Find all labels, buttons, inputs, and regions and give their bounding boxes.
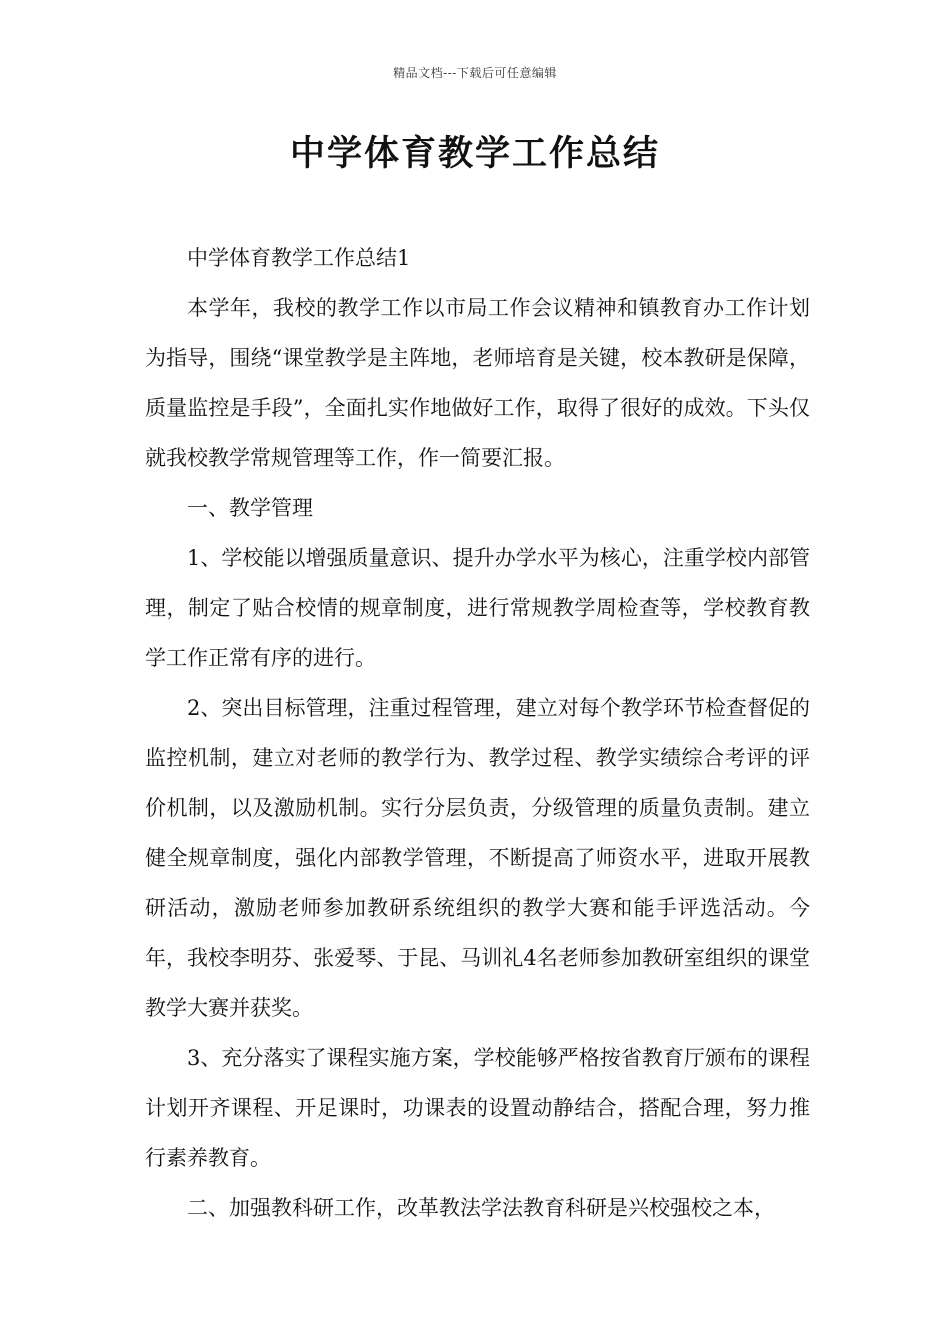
- paragraph: 本学年，我校的教学工作以市局工作会议精神和镇教育办工作计划为指导，围绕“课堂教学是主阵地，老师培育是关键，校本教研是保障，质量监控是手段”，全面扎实作地做好工作，取得了很好的成效。下头仅就我校教学常规管理等工作，作一简要汇报。: [145, 296, 810, 470]
- paragraph: 二、加强教科研工作，改革教法学法教育科研是兴校强校之本，: [187, 1196, 775, 1220]
- paragraph: 1、学校能以增强质量意识、提升办学水平为核心，注重学校内部管理，制定了贴合校情的规章制度，进行常规教学周检查等，学校教育教学工作正常有序的进行。: [145, 546, 810, 670]
- section-heading: 一、教学管理: [187, 496, 313, 520]
- section-heading: 中学体育教学工作总结1: [187, 246, 411, 270]
- document-body: [145, 233, 810, 1233]
- paragraph: 3、充分落实了课程实施方案，学校能够严格按省教育厅颁布的课程计划开齐课程、开足课时，功课表的设置动静结合，搭配合理，努力推行素养教育。: [145, 1046, 810, 1170]
- document-title: 中学体育教学工作总结: [289, 134, 660, 174]
- paragraph: 2、突出目标管理，注重过程管理，建立对每个教学环节检查督促的监控机制，建立对老师的教学行为、教学过程、教学实绩综合考评的评价机制，以及激励机制。实行分层负责，分级管理的质量负责制。建立健全规章制度，强化内部教学管理，不断提高了师资水平，进取开展教研活动，激励老师参加教研系统组织的教学大赛和能手评选活动。今年，我校李明芬、张爱琴、于昆、马训礼4名老师参加教研室组织的课堂教学大赛并获奖。: [145, 696, 810, 1020]
- page-header-note: 精品文档---下载后可任意编辑: [393, 66, 557, 80]
